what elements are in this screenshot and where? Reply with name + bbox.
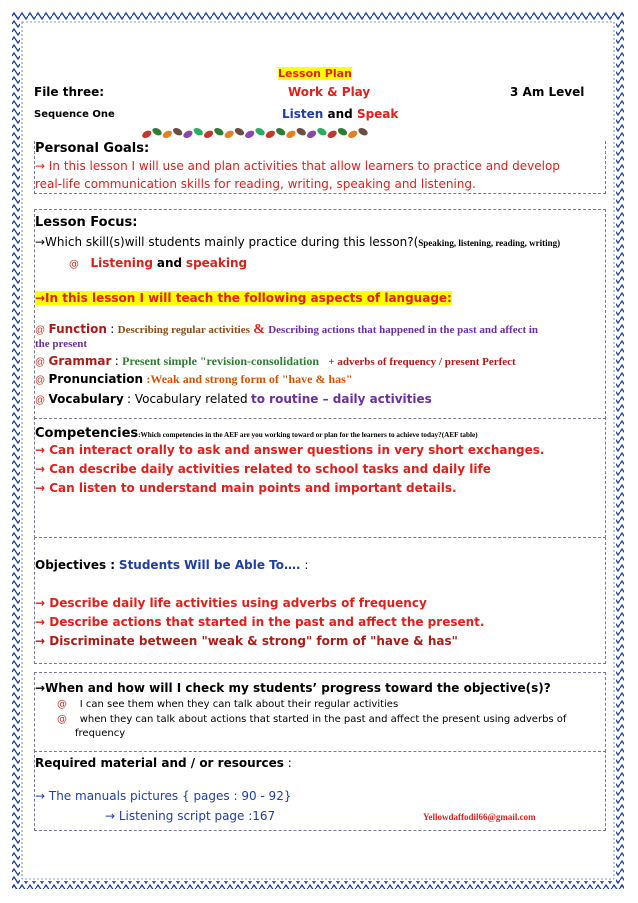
author-email: Yellowdaffodil66@gmail.com xyxy=(423,812,536,822)
listen-word: Listen xyxy=(282,107,324,121)
leaf-shape xyxy=(326,129,338,140)
objective-item: → Describe actions that started in the past and affect the present. xyxy=(35,615,485,629)
check-item-text: I can see them when they can talk about their regular activities xyxy=(79,699,399,710)
competencies-note: :Which competencies in the AEF are you working toward or plan for the learners to achieve today?(AEF table) xyxy=(138,431,478,439)
leaf-shape xyxy=(275,126,287,137)
goals-line-1: → In this lesson I will use and plan activities that allow learners to practice and develop xyxy=(35,159,560,173)
leaf-shape xyxy=(337,126,349,137)
skills-list: Speaking, listening, reading, writing) xyxy=(418,238,561,248)
lesson-focus-section xyxy=(34,209,606,419)
check-item xyxy=(57,714,566,725)
personal-goals-heading-text: Personal Goals xyxy=(35,141,145,156)
speak-word: Speak xyxy=(356,107,399,121)
bullet-icon: @ xyxy=(57,699,67,710)
competency-item: → Can listen to understand main points and important details. xyxy=(35,481,457,495)
leaf-shape xyxy=(316,126,328,137)
grammar-label: Grammar xyxy=(48,354,112,368)
skill-listening: Listening xyxy=(90,256,154,270)
personal-goals-section xyxy=(34,141,606,194)
leaf-shape xyxy=(264,129,276,140)
vocabulary-label: Vocabulary xyxy=(48,392,124,406)
level-label: 3 Am Level xyxy=(510,85,585,99)
required-material-colon: : xyxy=(287,756,292,770)
function-value-b: Describing actions that happened in the past and affect in xyxy=(268,324,539,336)
leaf-shape xyxy=(306,129,318,140)
leaf-shape xyxy=(172,126,184,137)
skills-question-text: →Which skill(s)will students mainly practice during this lesson?( xyxy=(35,235,419,249)
leaf-garland-decoration xyxy=(140,126,368,140)
goals-line-2: real-life communication skills for reading, writing, speaking and listening. xyxy=(35,177,476,191)
skill-speaking: speaking xyxy=(185,256,248,270)
check-item-continued: frequency xyxy=(75,728,126,739)
objectives-heading xyxy=(35,558,308,572)
pronunciation-line xyxy=(35,372,353,387)
bullet-icon: @ xyxy=(35,395,46,406)
objective-item: → Discriminate between "weak & strong" form of "have & has" xyxy=(35,634,458,648)
required-material-heading xyxy=(35,756,292,770)
objectives-section xyxy=(34,537,606,664)
material-item: → The manuals pictures { pages : 90 - 92} xyxy=(35,789,292,803)
leaf-shape xyxy=(151,126,163,137)
leaf-shape xyxy=(161,129,173,140)
competency-item: → Can describe daily activities related to school tasks and daily life xyxy=(35,462,491,476)
grammar-line: @ Grammar : Present simple "revision-consolidation + adverbs of frequency / present Perfect xyxy=(35,354,516,368)
progress-check-section xyxy=(34,672,606,752)
leaf-shape xyxy=(203,129,215,140)
competencies-heading xyxy=(35,424,478,442)
competencies-section xyxy=(34,417,606,538)
unit-title: Work & Play xyxy=(288,85,371,99)
function-ampersand: & xyxy=(253,322,265,337)
vocabulary-value-b: to routine – daily activities xyxy=(251,392,432,406)
function-label: Function xyxy=(48,322,107,336)
bullet-icon: @ xyxy=(57,714,67,725)
lesson-focus-heading: Lesson Focus: xyxy=(35,215,138,230)
grammar-value-a: Present simple "revision-consolidation xyxy=(122,354,320,368)
skills-answer xyxy=(69,256,247,270)
competency-item: → Can interact orally to ask and answer questions in very short exchanges. xyxy=(35,443,545,457)
bullet-icon: @ xyxy=(35,325,46,336)
required-material-section xyxy=(34,750,606,831)
leaf-shape xyxy=(234,126,246,137)
objectives-colon: : xyxy=(304,558,309,572)
file-label: File three: xyxy=(34,85,105,99)
objectives-heading-text: Objectives : xyxy=(35,558,116,572)
and-word: and xyxy=(327,107,353,121)
leaf-shape xyxy=(347,129,359,140)
leaf-shape xyxy=(223,129,235,140)
leaf-shape xyxy=(295,126,307,137)
bullet-icon: @ xyxy=(35,357,46,368)
leaf-shape xyxy=(192,126,204,137)
skills-question xyxy=(35,235,560,249)
leaf-shape xyxy=(254,126,266,137)
vocabulary-value-a: : Vocabulary related xyxy=(127,392,248,406)
pronunciation-value: :Weak and strong form of "have & has" xyxy=(146,372,353,386)
leaf-shape xyxy=(182,129,194,140)
grammar-value-b: + adverbs of frequency / present Perfect xyxy=(328,356,516,368)
check-item xyxy=(57,699,398,710)
leaf-shape xyxy=(213,126,225,137)
teach-aspects-line: →In this lesson I will teach the following aspects of language: xyxy=(35,291,452,305)
bullet-icon: @ xyxy=(69,259,79,270)
function-value-c: the present xyxy=(35,338,88,350)
sequence-label: Sequence One xyxy=(34,109,115,120)
leaf-shape xyxy=(285,129,297,140)
function-value-a: Describing regular activities xyxy=(117,324,250,336)
swbat-text: Students Will be Able To…. xyxy=(118,558,301,572)
function-line: @ Function : Describing regular activities & Describing actions that happened in the past and affect in xyxy=(35,322,539,337)
personal-goals-heading: Personal Goals: xyxy=(35,141,150,156)
leaf-shape xyxy=(141,129,153,140)
leaf-shape xyxy=(357,126,368,137)
progress-check-heading: →When and how will I check my students’ progress toward the objective(s)? xyxy=(35,681,551,695)
objective-item: → Describe daily life activities using adverbs of frequency xyxy=(35,596,427,610)
pronunciation-label: Pronunciation xyxy=(48,372,144,386)
skill-and: and xyxy=(156,256,183,270)
sequence-title xyxy=(282,107,398,121)
lesson-plan-title: Lesson Plan xyxy=(278,67,352,80)
material-item: → Listening script page :167 xyxy=(105,809,276,823)
bullet-icon: @ xyxy=(35,375,46,386)
check-item-text: when they can talk about actions that started in the past and affect the present using adverbs of xyxy=(79,714,567,725)
vocabulary-line xyxy=(35,392,432,406)
competencies-heading-text: Competencies xyxy=(35,426,139,441)
lesson-focus-heading-text: Lesson Focus xyxy=(35,215,133,230)
required-material-heading-text: Required material and / or resources xyxy=(35,756,284,770)
leaf-shape xyxy=(244,129,256,140)
